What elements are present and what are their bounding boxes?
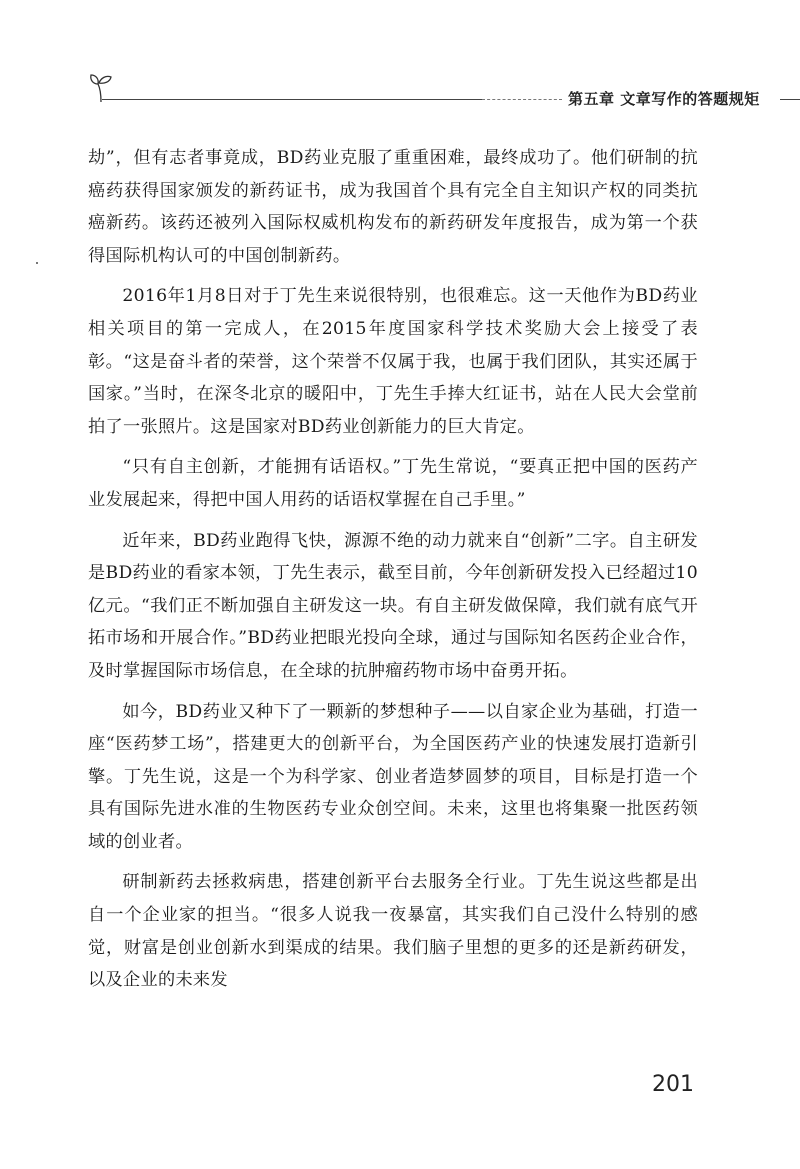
paragraph: 如今，BD药业又种下了一颗新的梦想种子——以自家企业为基础，打造一座“医药梦工场”，搭建更大的创新平台，为全国医药产业的快速发展打造新引擎。丁先生说，这是一个为科学家、创业者造梦圆梦的项目，目标是打造一个具有国际先进水准的生物医药专业众创空间。未来，这里也将集聚一批医药领域的创业者。	[88, 701, 698, 852]
header-rule-right	[780, 99, 800, 100]
header-rule-dotted	[482, 99, 562, 100]
page-number: 201	[652, 1072, 694, 1097]
paragraph: 近年来，BD药业跑得飞快，源源不绝的动力就来自“创新”二字。自主研发是BD药业的看家本领，丁先生表示，截至目前，今年创新研发投入已经超过10亿元。“我们正不断加强自主研发这一块。有自主研发做保障，我们就有底气开拓市场和开展合作。”BD药业把眼光投向全球，通过与国际知名医药企业合作，及时掌握国际市场信息，在全球的抗肿瘤药物市场中奋勇开拓。	[88, 530, 698, 681]
paragraph: 2016年1月8日对于丁先生来说很特别，也很难忘。这一天他作为BD药业相关项目的第一完成人，在2015年度国家科学技术奖励大会上接受了表彰。“这是奋斗者的荣誉，这个荣誉不仅属于我，也属于我们团队，其实还属于国家。”当时，在深冬北京的暖阳中，丁先生手捧大红证书，站在人民大会堂前拍了一张照片。这是国家对BD药业创新能力的巨大肯定。	[88, 286, 698, 437]
paragraph: 劫”，但有志者事竟成，BD药业克服了重重困难，最终成功了。他们研制的抗癌药获得国家颁发的新药证书，成为我国首个具有完全自主知识产权的同类抗癌新药。该药还被列入国际权威机构发布的新药研发年度报告，成为第一个获得国际机构认可的中国创制新药。	[88, 148, 698, 266]
paragraph: 研制新药去拯救病患，搭建创新平台去服务全行业。丁先生说这些都是出自一个企业家的担当。“很多人说我一夜暴富，其实我们自己没什么特别的感觉，财富是创业创新水到渠成的结果。我们脑子里想的更多的还是新药研发，以及企业的未来发	[88, 872, 698, 991]
header-rule-left	[102, 99, 482, 100]
chapter-title: 第五章 文章写作的答题规矩	[568, 90, 760, 108]
paragraph: “只有自主创新，才能拥有话语权。”丁先生常说，“要真正把中国的医药产业发展起来，得把中国人用药的话语权掌握在自己手里。”	[88, 457, 698, 510]
body-text	[88, 142, 698, 997]
scan-artifact	[36, 262, 38, 264]
running-header	[88, 70, 788, 110]
